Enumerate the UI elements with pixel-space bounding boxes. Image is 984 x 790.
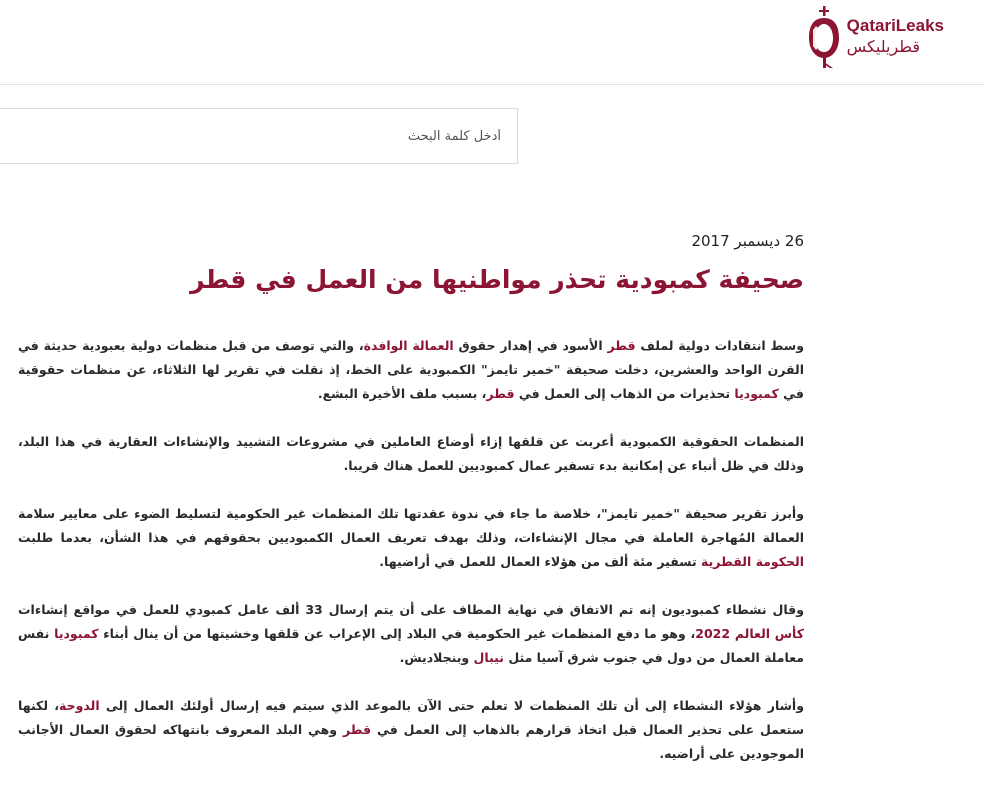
article-paragraph: وأبرز تقرير صحيفة "خمير تايمز"، خلاصة ما جاء في ندوة عقدتها تلك المنظمات غير الحكومية لتسليط الضوء على معايير سلامة العمالة المُهاجرة العاملة في مجال الإنشاءات، وذلك بهدف تعريف العمال الكمبوديين بحقوقهم في هذا الشأن، بعدما طلبت الحكومة القطرية تسفير مئة ألف من هؤلاء العمال للعمل في أراضيها. xyxy=(18,506,804,569)
keyword-link[interactable]: الدوحة xyxy=(59,698,100,713)
article xyxy=(18,230,804,790)
keyword-link[interactable]: كمبوديا xyxy=(734,386,779,401)
keyword-link[interactable]: قطر xyxy=(607,338,636,353)
keyword-link[interactable]: قطر xyxy=(486,386,515,401)
article-paragraph: وأشار هؤلاء النشطاء إلى أن تلك المنظمات لا تعلم حتى الآن بالموعد الذي سيتم فيه إرسال أولئك العمال إلى الدوحة، لكنها ستعمل على تحذير العمال قبل اتخاذ قرارهم بالذهاب إلى العمل في قطر وهي البلد المعروف بانتهاكه لحقوق العمال الأجانب الموجودين على أراضيه. xyxy=(18,698,804,761)
article-paragraph: وسط انتقادات دولية لملف قطر الأسود في إهدار حقوق العمالة الوافدة، والتي توصف من قبل منظمات دولية بعبودية حديثة في القرن الواحد والعشرين، دخلت صحيفة "خمير تايمز" الكمبودية على الخط، إذ نقلت في تقرير لها الثلاثاء، عن منظمات حقوقية في كمبوديا تحذيرات من الذهاب إلى العمل في قطر، بسبب ملف الأخيرة البشع. xyxy=(18,338,804,401)
qatarileaks-logo-icon xyxy=(807,6,841,68)
article-date: 26 ديسمبر 2017 xyxy=(691,232,804,250)
search-box xyxy=(0,108,518,164)
article-title: صحيفة كمبودية تحذر مواطنيها من العمل في قطر xyxy=(190,265,804,294)
keyword-link[interactable]: كمبوديا xyxy=(54,626,99,641)
article-body xyxy=(18,334,804,766)
site-header xyxy=(0,0,984,85)
keyword-link[interactable]: قطر xyxy=(342,722,372,737)
search-input[interactable] xyxy=(0,109,517,163)
logo-text-ar: قطريليكس xyxy=(846,37,921,56)
site-logo[interactable] xyxy=(807,6,944,68)
keyword-link[interactable]: كأس العالم 2022 xyxy=(695,626,805,641)
keyword-link[interactable]: نيبال xyxy=(473,650,504,665)
logo-text-en: QatariLeaks xyxy=(846,16,944,35)
article-paragraph: وقال نشطاء كمبوديون إنه تم الاتفاق في نهاية المطاف على أن يتم إرسال 33 ألف عامل كمبودي للعمل في مواقع إنشاءات كأس العالم 2022، وهو ما دفع المنظمات غير الحكومية في البلاد إلى الإعراب عن قلقها وخشيتها من أن ينال أبناء كمبوديا نفس معاملة العمال من دول في جنوب شرق آسيا مثل نيبال وبنجلاديش. xyxy=(18,602,805,665)
keyword-link[interactable]: الحكومة القطرية xyxy=(701,554,804,569)
keyword-link[interactable]: العمالة الوافدة xyxy=(363,338,454,353)
article-paragraph: المنظمات الحقوقية الكمبودية أعربت عن قلقها إزاء أوضاع العاملين في مشروعات التشييد والإنشاءات العقارية في هذا البلد، وذلك في ظل أنباء عن إمكانية بدء تسفير عمال كمبوديين للعمل هناك قريبا. xyxy=(18,434,804,473)
